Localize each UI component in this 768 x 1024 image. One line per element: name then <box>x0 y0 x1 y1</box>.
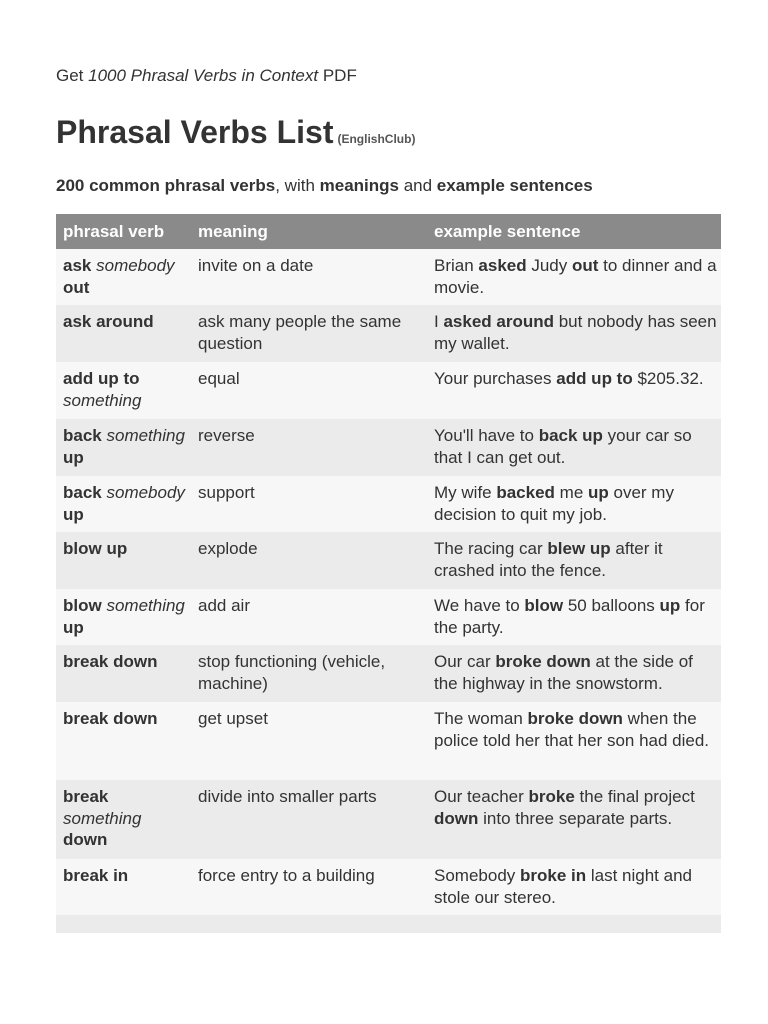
header-example: example sentence <box>434 221 581 241</box>
text-run: after it crashed into the fence. <box>434 539 663 580</box>
cell-example-sentence <box>427 255 721 298</box>
cell-phrasal-verb <box>56 311 191 333</box>
text-run: add up to <box>63 369 140 388</box>
cell-meaning: get upset <box>198 709 268 728</box>
cell-phrasal-verb <box>56 255 191 298</box>
table-row <box>56 645 721 702</box>
text-run: You'll have to <box>434 426 539 445</box>
table-row <box>56 702 721 780</box>
text-run: asked around <box>443 312 554 331</box>
text-run: blow <box>63 596 102 615</box>
text-run: up <box>63 617 84 637</box>
cell-example-sentence <box>427 865 721 908</box>
cell-meaning: reverse <box>198 426 255 445</box>
text-run: Our teacher <box>434 787 529 806</box>
text-run: into three separate parts. <box>478 808 673 828</box>
text-run: me <box>554 483 588 502</box>
table-row <box>56 532 721 589</box>
table-trailer <box>56 915 721 933</box>
text-run: break down <box>63 709 158 728</box>
title-row <box>56 114 415 151</box>
text-run: down <box>434 808 479 828</box>
text-run: up <box>588 483 609 502</box>
cell-phrasal-verb <box>56 651 191 673</box>
text-run: up <box>63 447 84 467</box>
cell-example-sentence <box>427 368 721 390</box>
table-row <box>56 362 721 419</box>
text-run: back up <box>538 426 603 445</box>
text-run: I <box>434 312 444 331</box>
cell-example-sentence <box>427 786 721 829</box>
promo-suffix: PDF <box>322 66 357 85</box>
cell-phrasal-verb <box>56 482 191 525</box>
text-run: blow <box>524 596 564 615</box>
text-run: for the party. <box>434 596 705 637</box>
subtitle-part1: 200 common phrasal verbs <box>56 176 276 195</box>
cell-example-sentence <box>427 651 721 694</box>
text-run: 50 balloons <box>563 596 660 615</box>
text-run: somebody <box>106 483 185 502</box>
text-run: broke <box>528 787 575 806</box>
cell-phrasal-verb <box>56 865 191 887</box>
text-run: blew up <box>547 539 611 558</box>
text-run: out <box>571 256 599 275</box>
cell-meaning: equal <box>198 369 240 388</box>
table-row <box>56 780 721 859</box>
table-row <box>56 859 721 915</box>
table-header <box>56 214 721 249</box>
text-run: ask <box>63 256 92 275</box>
table-row <box>56 249 721 305</box>
promo-line[interactable] <box>56 66 357 86</box>
cell-phrasal-verb <box>56 786 191 851</box>
cell-meaning: force entry to a building <box>198 866 375 885</box>
cell-example-sentence <box>427 425 721 468</box>
text-run: My wife <box>434 483 497 502</box>
text-run: broke down <box>495 652 591 671</box>
phrasal-verbs-table <box>56 214 721 933</box>
text-run: but nobody has seen my wallet. <box>434 312 717 353</box>
text-run: blow up <box>63 539 128 558</box>
text-run: your car so that I can get out. <box>434 426 692 467</box>
text-run: back <box>63 426 102 445</box>
text-run: something <box>63 808 142 828</box>
promo-prefix: Get <box>56 66 84 85</box>
table-row <box>56 419 721 476</box>
page-title: Phrasal Verbs List <box>56 114 334 150</box>
table-row <box>56 476 721 532</box>
subtitle-part5: example sentences <box>436 176 593 195</box>
table-row <box>56 305 721 362</box>
cell-meaning: stop functioning (vehicle, machine) <box>198 652 386 693</box>
text-run: out <box>63 277 90 297</box>
promo-book-title[interactable]: 1000 Phrasal Verbs in Context <box>88 66 319 85</box>
cell-phrasal-verb <box>56 708 191 730</box>
text-run: somebody <box>96 256 175 275</box>
text-run: broke in <box>520 866 587 885</box>
text-run: The woman <box>434 709 528 728</box>
header-phrasal-verb: phrasal verb <box>63 221 165 241</box>
cell-phrasal-verb <box>56 368 191 411</box>
cell-example-sentence <box>427 538 721 581</box>
cell-example-sentence <box>427 482 721 525</box>
cell-meaning: divide into smaller parts <box>198 787 377 806</box>
text-run: ask around <box>63 312 154 331</box>
text-run: backed <box>496 483 555 502</box>
text-run: back <box>63 483 102 502</box>
cell-example-sentence <box>427 708 721 751</box>
cell-meaning: invite on a date <box>198 256 314 275</box>
text-run: break in <box>63 866 129 885</box>
subtitle-part2: , with <box>275 176 320 195</box>
cell-phrasal-verb <box>56 425 191 468</box>
text-run: when the police told her that her son had died. <box>434 709 710 750</box>
header-meaning: meaning <box>198 221 268 241</box>
text-run: something <box>106 426 185 445</box>
text-run: $205.32. <box>632 369 704 388</box>
page-subtitle <box>56 176 593 196</box>
cell-meaning: add air <box>198 596 250 615</box>
text-run: The racing car <box>434 539 548 558</box>
cell-meaning: support <box>198 483 255 502</box>
text-run: over my decision to quit my job. <box>434 483 674 524</box>
text-run: asked <box>478 256 527 275</box>
text-run: something <box>63 390 142 410</box>
text-run: broke down <box>527 709 623 728</box>
subtitle-part3: meanings <box>319 176 399 195</box>
text-run: Our car <box>434 652 496 671</box>
text-run: at the side of the highway in the snowstorm. <box>434 652 693 693</box>
text-run: down <box>63 830 108 849</box>
cell-meaning: ask many people the same question <box>198 312 402 353</box>
text-run: We have to <box>434 596 525 615</box>
table-body <box>56 249 721 915</box>
text-run: Somebody <box>434 866 520 885</box>
text-run: Brian <box>434 256 479 275</box>
cell-example-sentence <box>427 311 721 354</box>
cell-phrasal-verb <box>56 538 191 560</box>
source-label: (EnglishClub) <box>337 132 416 146</box>
text-run: to dinner and a movie. <box>434 256 717 297</box>
text-run: Judy <box>526 256 572 275</box>
text-run: Your purchases <box>434 369 557 388</box>
table-row <box>56 589 721 645</box>
cell-example-sentence <box>427 595 721 638</box>
text-run: the final project <box>574 787 695 806</box>
text-run: up <box>63 504 84 524</box>
text-run: last night and stole our stereo. <box>434 866 692 907</box>
text-run: break <box>63 787 109 806</box>
cell-phrasal-verb <box>56 595 191 638</box>
cell-meaning: explode <box>198 539 258 558</box>
subtitle-part4: and <box>398 176 437 195</box>
text-run: something <box>106 596 185 615</box>
text-run: break down <box>63 652 158 671</box>
text-run: add up to <box>556 369 633 388</box>
text-run: up <box>659 596 681 615</box>
